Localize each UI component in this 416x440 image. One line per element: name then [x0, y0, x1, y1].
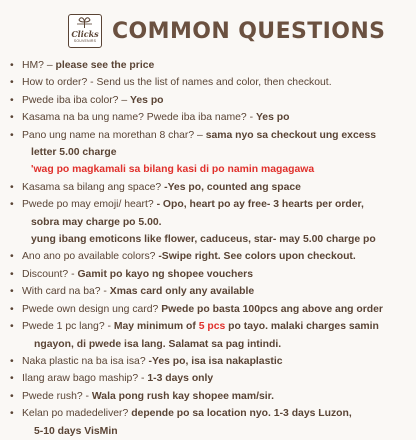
faq-item — [10, 388, 410, 405]
faq-question: Pwede rush? - — [22, 390, 92, 402]
faq-question: How to order? - Send us the list of names and color, then checkout. — [22, 77, 332, 89]
faq-item — [10, 318, 410, 335]
faq-answer: Yes po — [255, 112, 290, 124]
faq-item — [10, 405, 410, 422]
faq-answer: please see the price — [55, 60, 155, 71]
faq-answer-continued: sobra may charge po 5.00. — [31, 216, 162, 228]
faq-question: Ano ano po available colors? — [22, 251, 159, 263]
faq-answer-continued: letter 5.00 charge — [31, 147, 117, 159]
faq-answer: -Swipe right. See colors upon checkout. — [158, 251, 356, 263]
faq-question: Naka plastic na ba isa isa? — [22, 355, 149, 367]
faq-answer: -Yes po, counted ang space — [164, 181, 301, 193]
faq-question: Kelan po madedeliver? — [22, 408, 132, 420]
faq-question: With card na ba? - — [22, 286, 110, 298]
faq-answer: - Opo, heart po ay free- 3 hearts per order, — [156, 199, 364, 211]
page-title: COMMON QUESTIONS — [112, 18, 386, 44]
faq-item — [10, 266, 410, 283]
header — [68, 12, 385, 50]
faq-question: Pwede po may emoji/ heart? — [22, 199, 157, 211]
faq-question: Ilang araw bago maship? - — [22, 373, 148, 385]
faq-answer-continued: ngayon, di pwede isa lang. Salamat sa pag intindi. — [34, 338, 282, 350]
faq-question: HM? – — [22, 60, 56, 71]
faq-answer: sama nyo sa checkout ung excess — [205, 129, 377, 141]
faq-answer: -Yes po, isa isa nakaplastic — [148, 355, 283, 367]
faq-note: yung ibang emoticons like flower, caduceus, star- may 5.00 charge po — [31, 234, 376, 246]
faq-answer: Wala pong rush kay shopee mam/sir. — [91, 390, 274, 402]
faq-item — [10, 196, 410, 213]
faq-item — [10, 370, 410, 387]
faq-answer: Pwede po basta 100pcs ang above ang order — [161, 303, 383, 315]
faq-answer: Xmas card only any available — [109, 286, 255, 298]
faq-item — [10, 74, 410, 91]
faq-highlight: 5 pcs — [198, 321, 226, 333]
faq-question: Pano ung name na morethan 8 char? – — [22, 129, 206, 141]
brand-logo — [68, 14, 102, 48]
faq-question: Pwede own design ung card? — [22, 303, 162, 315]
faq-warning-note: 'wag po magkamali sa bilang kasi di po namin magagawa — [31, 164, 315, 176]
faq-answer: 1-3 days only — [147, 373, 214, 385]
faq-item — [10, 283, 410, 300]
faq-question: Pwede 1 pc lang? - — [22, 321, 114, 333]
faq-question: Kasama sa bilang ang space? — [22, 181, 165, 193]
faq-item — [10, 179, 410, 196]
faq-item — [10, 92, 410, 109]
faq-item — [10, 127, 410, 144]
logo-subtext: SOUVENIRS — [73, 39, 97, 43]
faq-question: Discount? - — [22, 268, 78, 280]
faq-answer-continued: 5-10 days VisMin — [34, 425, 118, 437]
faq-item — [10, 57, 410, 74]
faq-answer: Yes po — [130, 94, 164, 106]
faq-question: Kasama na ba ung name? Pwede iba iba name? - — [22, 112, 256, 124]
faq-list — [10, 57, 410, 440]
faq-answer: Gamit po kayo ng shopee vouchers — [77, 268, 253, 280]
faq-question: Pwede iba iba color? – — [22, 94, 131, 106]
faq-answer: May minimum of — [113, 321, 199, 333]
faq-item — [10, 109, 410, 126]
faq-item — [10, 353, 410, 370]
faq-answer: po tayo. malaki charges samin — [225, 321, 379, 333]
logo-text: Clicks — [71, 29, 99, 39]
faq-item — [10, 301, 410, 318]
faq-answer: depende po sa location nyo. 1-3 days Luzon, — [131, 408, 352, 420]
faq-item — [10, 248, 410, 265]
